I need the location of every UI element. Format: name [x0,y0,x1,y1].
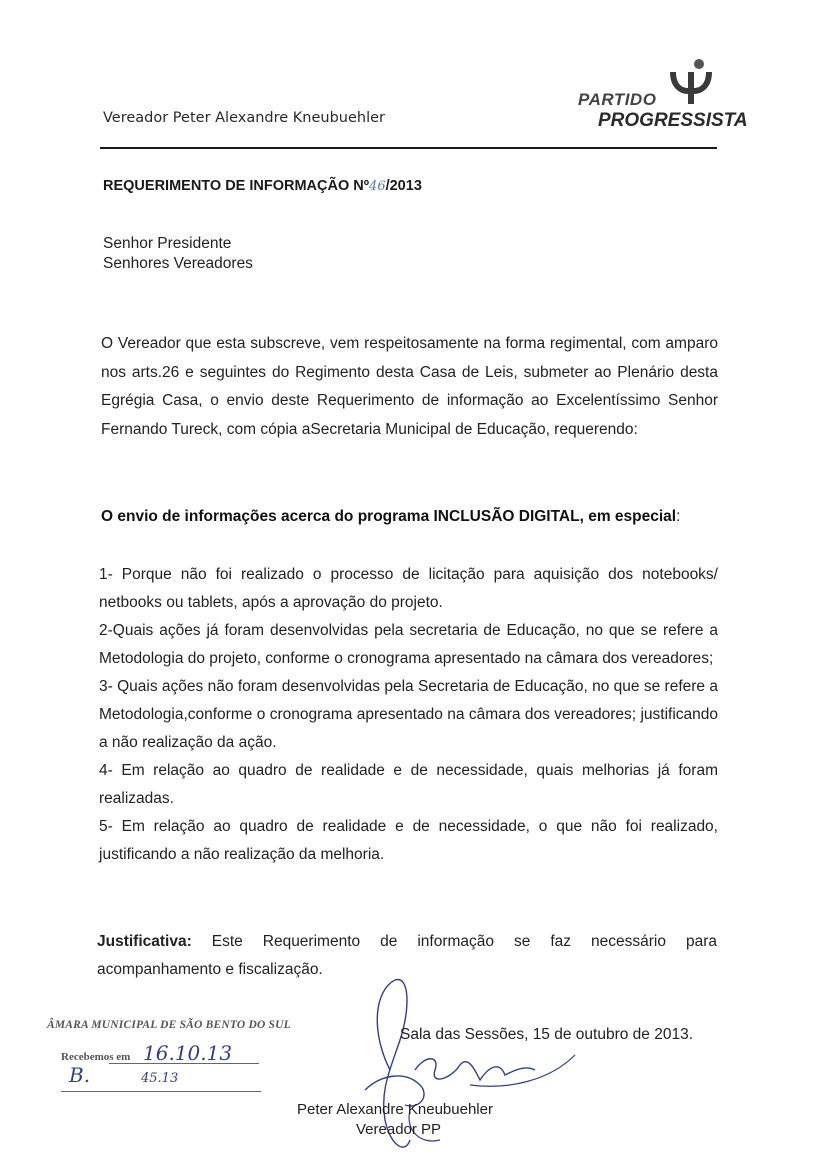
title-suffix: /2013 [385,178,422,194]
logo-text-progressista: PROGRESSISTA [598,110,748,131]
party-logo [578,58,748,138]
signer-role: Vereador PP [356,1121,442,1138]
list-item: 4- Em relação ao quadro de realidade e de necessidade, quais melhorias já foram realizadas. [99,762,718,807]
stamp-bottom-line [61,1091,261,1092]
title-handwritten-number: 46 [369,179,386,194]
header-councillor-name: Vereador Peter Alexandre Kneubuehler [103,110,386,126]
request-heading [101,503,718,532]
list-item: 1- Porque não foi realizado o processo de licitação para aquisição dos notebooks/ netbooks ou tablets, após a aprovação do projeto. [99,566,718,611]
salutation-president: Senhor Presidente [103,235,232,252]
intro-paragraph: O Vereador que esta subscreve, vem respeitosamente na forma regimental, com amparo nos arts.26 e seguintes do Regimento desta Casa de Leis, submeter ao Plenário desta Egrégia Casa, o envio deste Requerimento de informação ao Excelentíssimo Senhor Fernando Tureck, com cópia aSecretaria Municipal de Educação, requerendo: [101,335,718,438]
list-item: 5- Em relação ao quadro de realidade e de necessidade, o que não foi realizado, justificando a não realização da melhoria. [99,818,718,863]
title-prefix: REQUERIMENTO DE INFORMAÇÃO Nº [103,178,370,194]
justification-label: Justificativa: [97,933,192,950]
header-divider [100,147,717,149]
signer-name: Peter Alexandre Kneubuehler [297,1101,493,1118]
list-item: 2-Quais ações já foram desenvolvidas pela secretaria de Educação, no que se refere a Metodologia do projeto, conforme o cronograma apresentado na câmara dos vereadores; [99,622,718,667]
stamp-initials: B. [69,1063,91,1087]
stamp-title: ÂMARA MUNICIPAL DE SÃO BENTO DO SUL [47,1019,291,1031]
stamp-received-date: 16.10.13 [143,1041,233,1065]
list-item: 3- Quais ações não foram desenvolvidas pela Secretaria de Educação, no que se refere a Metodologia,conforme o cronograma apresentado na câmara dos vereadores; justificando a não realização da ação. [99,678,718,751]
party-emblem-icon [666,58,716,106]
stamp-received-label: Recebemos em [61,1051,131,1063]
stamp-code: 45.13 [141,1071,179,1086]
place-and-date: Sala das Sessões, 15 de outubro de 2013. [400,1026,693,1043]
request-list [99,561,718,869]
request-heading-bold: O envio de informações acerca do programa INCLUSÃO DIGITAL, em especial [101,508,677,525]
salutation-councillors: Senhores Vereadores [103,255,253,272]
document-title [103,178,422,194]
receipt-stamp [47,1019,291,1099]
logo-text-partido: PARTIDO [578,90,657,109]
justification-text: Este Requerimento de informação se faz necessário para acompanhamento e fiscalização. [97,933,717,978]
request-heading-colon: : [676,508,681,525]
